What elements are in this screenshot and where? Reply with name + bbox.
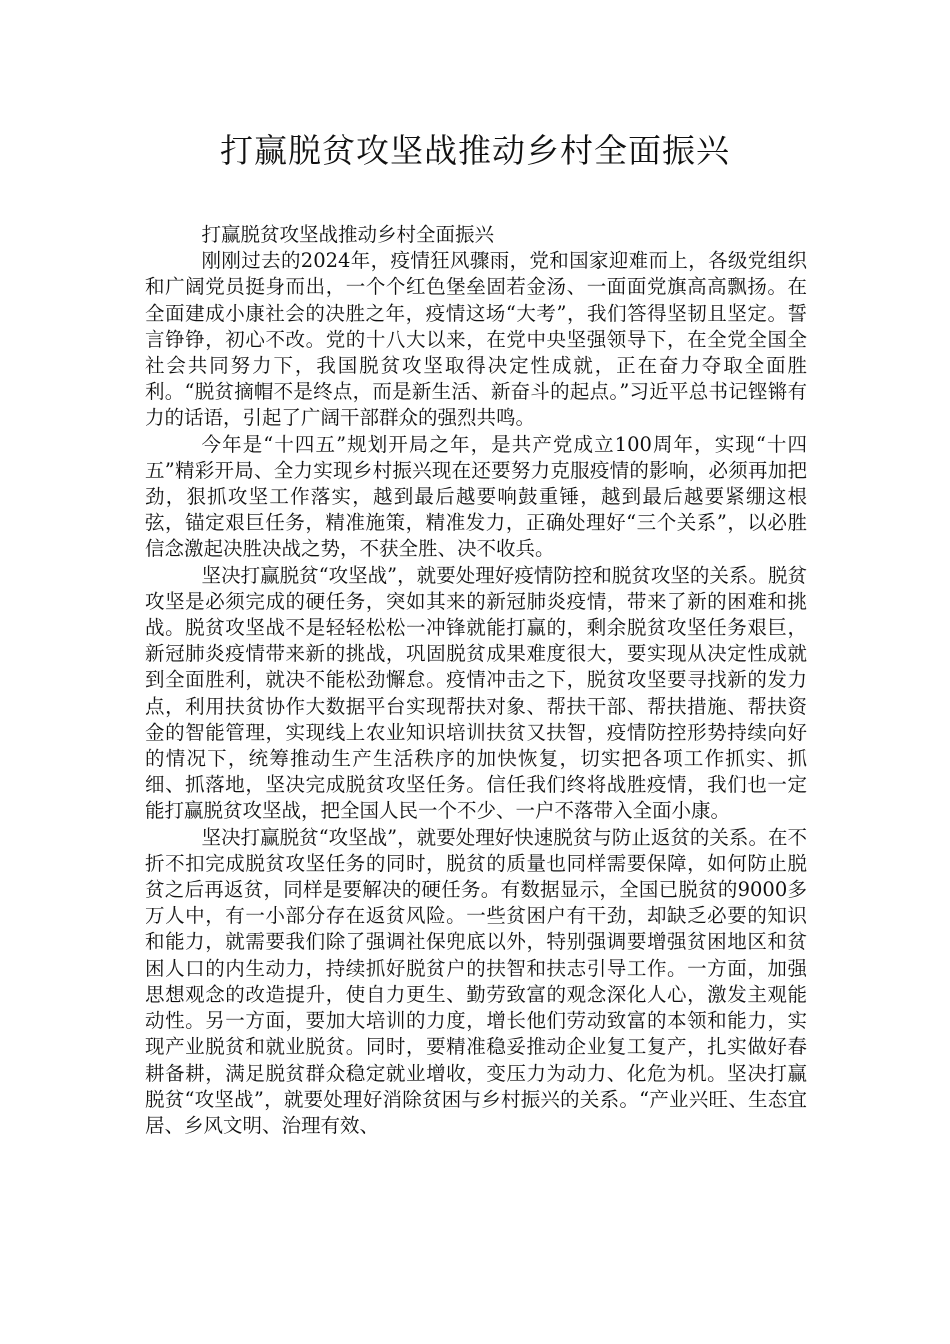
body-paragraph: 坚决打赢脱贫“攻坚战”，就要处理好疫情防控和脱贫攻坚的关系。脱贫攻坚是必须完成的硬任务，突如其来的新冠肺炎疫情，带来了新的困难和挑战。脱贫攻坚战不是轻轻松松一冲锋就能打赢的，剩余脱贫攻坚任务艰巨，新冠肺炎疫情带来新的挑战，巩固脱贫成果难度很大，要实现从决定性成就到全面胜利，就决不能松劲懈怠。疫情冲击之下，脱贫攻坚要寻找新的发力点，利用扶贫协作大数据平台实现帮扶对象、帮扶干部、帮扶措施、帮扶资金的智能管理，实现线上农业知识培训扶贫又扶智，疫情防控形势持续向好的情况下，统筹推动生产生活秩序的加快恢复，切实把各项工作抓实、抓细、抓落地，坚决完成脱贫攻坚任务。信任我们终将战胜疫情，我们也一定能打赢脱贫攻坚战，把全国人民一个不少、一户不落带入全面小康。: [145, 563, 807, 823]
body-paragraph: 坚决打赢脱贫“攻坚战”，就要处理好快速脱贫与防止返贫的关系。在不折不扣完成脱贫攻坚任务的同时，脱贫的质量也同样需要保障，如何防止脱贫之后再返贫，同样是要解决的硬任务。有数据显示，全国已脱贫的9000多万人中，有一小部分存在返贫风险。一些贫困户有干劲，却缺乏必要的知识和能力，就需要我们除了强调社保兜底以外，特别强调要增强贫困地区和贫困人口的内生动力，持续抓好脱贫户的扶智和扶志引导工作。一方面，加强思想观念的改造提升，使自力更生、勤劳致富的观念深化人心，激发主观能动性。另一方面，要加大培训的力度，增长他们劳动致富的本领和能力，实现产业脱贫和就业脱贫。同时，要精准稳妥推动企业复工复产，扎实做好春耕备耕，满足脱贫群众稳定就业增收，变压力为动力、化危为机。坚决打赢脱贫“攻坚战”，就要处理好消除贫困与乡村振兴的关系。“产业兴旺、生态宜居、乡风文明、治理有效、: [145, 825, 807, 1137]
document-body: [145, 222, 807, 1139]
subtitle-paragraph: 打赢脱贫攻坚战推动乡村全面振兴: [201, 223, 495, 246]
body-paragraph: 今年是“十四五”规划开局之年，是共产党成立100周年，实现“十四五”精彩开局、全力实现乡村振兴现在还要努力克服疫情的影响，必须再加把劲，狠抓攻坚工作落实，越到最后越要响鼓重锤，越到最后越要紧绷这根弦，锚定艰巨任务，精准施策，精准发力，正确处理好“三个关系”，以必胜信念激起决胜决战之势，不获全胜、决不收兵。: [145, 432, 807, 561]
document-title: 打赢脱贫攻坚战推动乡村全面振兴: [220, 131, 730, 170]
body-paragraph: 刚刚过去的2024年，疫情狂风骤雨，党和国家迎难而上，各级党组织和广阔党员挺身而出，一个个红色堡垒固若金汤、一面面党旗高高飘扬。在全面建成小康社会的决胜之年，疫情这场“大考”，我们答得坚韧且坚定。誓言铮铮，初心不改。党的十八大以来，在党中央坚强领导下，在全党全国全社会共同努力下，我国脱贫攻坚取得决定性成就，正在奋力夺取全面胜利。“脱贫摘帽不是终点，而是新生活、新奋斗的起点。”习近平总书记铿锵有力的话语，引起了广阔干部群众的强烈共鸣。: [145, 249, 807, 430]
